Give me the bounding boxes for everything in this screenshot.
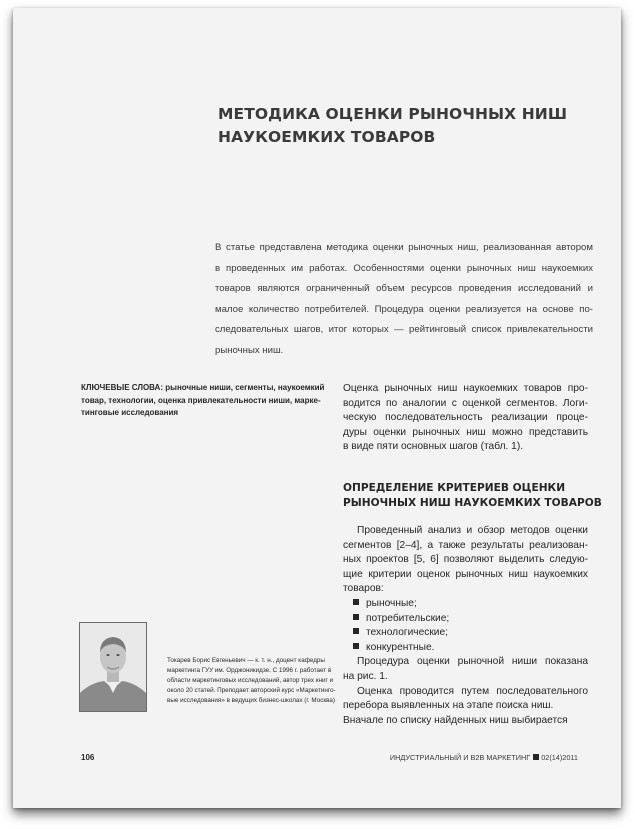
criteria-text: рыночные; bbox=[366, 597, 417, 609]
keywords bbox=[81, 382, 331, 420]
body-line: Вначале по списку найденных ниш выбирается bbox=[343, 714, 568, 726]
bio-line: области маркетинговых исследований, автор трех книг и bbox=[167, 677, 334, 684]
body-line: в виде пяти основных шагов (табл. 1). bbox=[343, 441, 524, 453]
body-line: водится по аналогии с оценкой сегментов. Логи- bbox=[343, 397, 588, 409]
bio-line: около 20 статей. Преподает авторский курс «Маркетинго- bbox=[167, 687, 336, 694]
magazine-name: ИНДУСТРИАЛЬНЫЙ И B2B МАРКЕТИНГ bbox=[389, 753, 531, 762]
author-portrait-icon bbox=[80, 623, 146, 711]
section-body bbox=[343, 524, 588, 728]
bio-line: Токарев Борис Евгеньевич — к. т. н., доцент кафедры bbox=[167, 657, 325, 664]
title-line: НАУКОЕМКИХ ТОВАРОВ bbox=[218, 128, 436, 146]
criteria-item bbox=[343, 597, 588, 612]
section-heading bbox=[343, 481, 603, 510]
criteria-text: потребительские; bbox=[366, 612, 450, 624]
body-line: Проведенный анализ и обзор методов оценки bbox=[357, 525, 588, 536]
body-line: товаров: bbox=[343, 583, 384, 595]
keywords-line: тинговые исследования bbox=[81, 408, 179, 417]
criteria-item bbox=[343, 641, 588, 656]
heading-line: ОПРЕДЕЛЕНИЕ КРИТЕРИЕВ ОЦЕНКИ bbox=[343, 482, 566, 494]
square-bullet-icon bbox=[353, 643, 359, 649]
body-line: Оценка проводится путем последовательного bbox=[357, 685, 588, 697]
square-bullet-icon bbox=[353, 628, 359, 634]
abstract-line: товаров являются ограниченный объем ресурсов проведения исследований и bbox=[215, 283, 593, 294]
criteria-item bbox=[343, 626, 588, 641]
body-line: сегментов [2–4], а также результаты реализован- bbox=[343, 539, 588, 551]
square-bullet-icon bbox=[353, 614, 359, 620]
keywords-line: КЛЮЧЕВЫЕ СЛОВА: рыночные ниши, сегменты, наукоемкий bbox=[81, 383, 325, 392]
body-line: дуры оценки рыночных ниш можно представить bbox=[343, 426, 588, 438]
magazine-page bbox=[13, 8, 621, 808]
square-bullet-icon bbox=[353, 599, 359, 605]
author-bio bbox=[167, 656, 337, 706]
author-photo bbox=[79, 622, 147, 712]
running-footer bbox=[390, 753, 578, 762]
abstract-line: В статье представлена методика оценки рыночных ниш, реализованная автором bbox=[215, 242, 593, 253]
body-line: на рис. 1. bbox=[343, 670, 388, 682]
bio-line: вые исследования» в ведущих бизнес-школах (г. Москва) bbox=[167, 697, 336, 704]
abstract-line: следовательных шагов, итог которых — рейтинговый список привлекательности bbox=[215, 324, 593, 335]
body-line: ческую последовательность реализации проце- bbox=[343, 412, 588, 424]
article-title bbox=[218, 103, 578, 149]
abstract-line: рыночных ниш. bbox=[215, 344, 284, 356]
criteria-text: технологические; bbox=[366, 627, 448, 639]
abstract-line: в проведенных им работах. Особенностями оценки рыночных ниш наукоемких bbox=[215, 262, 593, 274]
body-line: Оценка рыночных ниш наукоемких товаров про- bbox=[343, 383, 588, 394]
issue-number: 02(14)2011 bbox=[541, 753, 578, 762]
abstract-line: малое количество потребителей. Процедура оценки реализуется на основе по- bbox=[215, 303, 593, 315]
criteria-text: конкурентные. bbox=[366, 641, 435, 653]
keywords-line: товар, технологии, оценка привлекательности ниши, марке- bbox=[81, 395, 321, 405]
body-line: ных проектов [5, 6] позволяют выделить следую- bbox=[343, 554, 588, 566]
title-line: МЕТОДИКА ОЦЕНКИ РЫНОЧНЫХ НИШ bbox=[218, 105, 568, 123]
body-line: перебора выявленных на этапе поиска ниш. bbox=[343, 700, 554, 712]
article-abstract bbox=[215, 238, 593, 361]
page-number: 106 bbox=[81, 753, 95, 762]
bio-line: маркетинга ГУУ им. Орджоникидзе. С 1996 г. работает в bbox=[167, 667, 332, 674]
intro-paragraph bbox=[343, 382, 588, 455]
criteria-item bbox=[343, 612, 588, 627]
heading-line: РЫНОЧНЫХ НИШ НАУКОЕМКИХ ТОВАРОВ bbox=[343, 496, 602, 509]
square-separator-icon bbox=[533, 754, 539, 760]
body-line: Процедура оценки рыночной ниши показана bbox=[357, 656, 588, 668]
body-line: щие критерии оценок рыночных ниш наукоемких bbox=[343, 568, 588, 580]
